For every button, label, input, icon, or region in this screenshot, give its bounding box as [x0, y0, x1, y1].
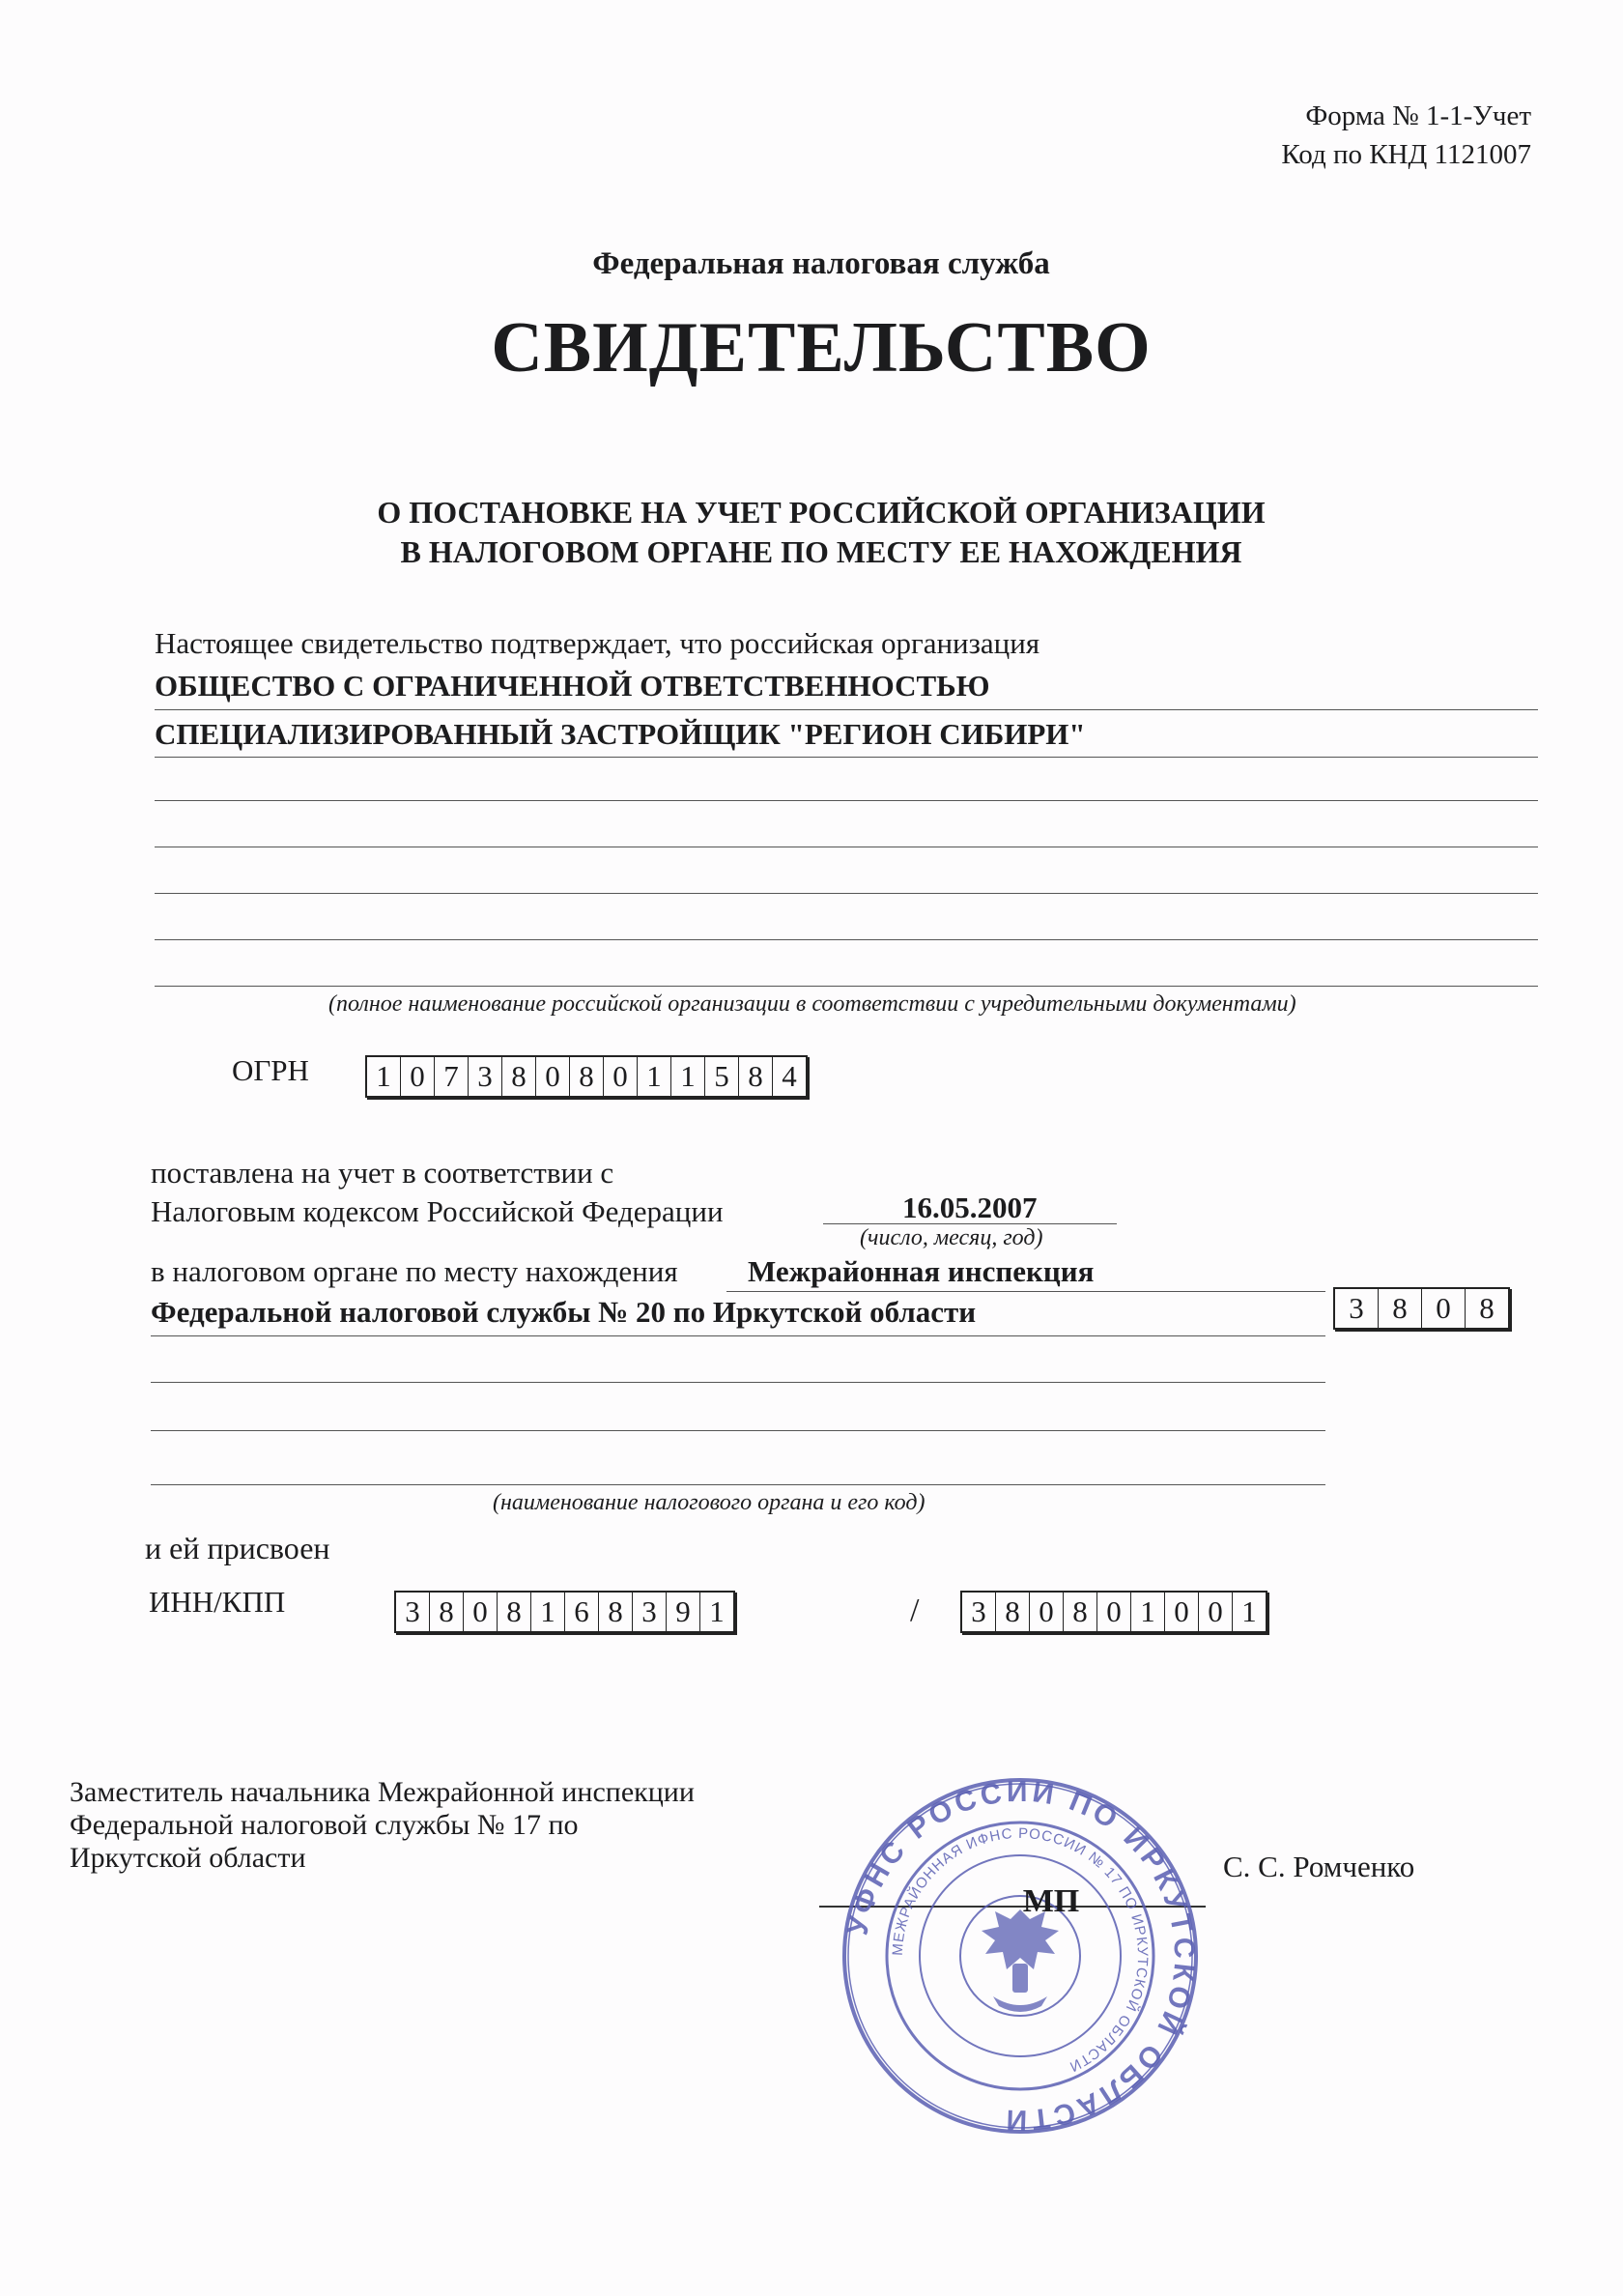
inn-digit-2: 8 — [430, 1593, 464, 1631]
authority-code-digit-3: 0 — [1422, 1289, 1466, 1328]
kpp-digit-8: 0 — [1199, 1593, 1233, 1631]
knd-code: Код по КНД 1121007 — [1281, 139, 1531, 170]
inn-kpp-separator: / — [910, 1593, 920, 1628]
ogrn-digit-13: 4 — [782, 1059, 797, 1093]
org-line-7 — [155, 986, 1538, 987]
authority-line-2: Федеральной налоговой службы № 20 по Иркутской области — [151, 1295, 977, 1329]
kpp-digit-5: 0 — [1097, 1593, 1131, 1631]
ogrn-label: ОГРН — [232, 1053, 309, 1087]
ogrn-digit-6: 0 — [536, 1057, 570, 1096]
agency-name: Федеральная налоговая служба — [592, 246, 1050, 281]
inn-digit-4: 8 — [498, 1593, 531, 1631]
assigned-text: и ей присвоен — [145, 1531, 330, 1565]
kpp-digit-3: 0 — [1030, 1593, 1064, 1631]
kpp-digit-1: 3 — [962, 1593, 996, 1631]
org-line-2 — [155, 757, 1538, 758]
registration-text-3: в налоговом органе по месту нахождения — [151, 1254, 678, 1288]
registration-text-2: Налоговым кодексом Российской Федерации — [151, 1194, 724, 1228]
authority-line-rule-1 — [726, 1291, 1325, 1292]
ogrn-digit-2: 0 — [401, 1057, 435, 1096]
kpp-digit-4: 8 — [1064, 1593, 1097, 1631]
inn-digit-7: 8 — [599, 1593, 633, 1631]
svg-text:УФНС РОССИИ ПО ИРКУТСКОЙ ОБЛАС: УФНС РОССИИ ПО ИРКУТСКОЙ ОБЛАСТИ — [841, 1775, 1201, 2137]
subtitle-line-1: О ПОСТАНОВКЕ НА УЧЕТ РОССИЙСКОЙ ОРГАНИЗАЦИИ — [377, 495, 1266, 530]
authority-line-rule-5 — [151, 1484, 1325, 1485]
position-line-1: Заместитель начальника Межрайонной инспекции — [70, 1776, 695, 1808]
confirm-text: Настоящее свидетельство подтверждает, что российская организация — [155, 626, 1040, 660]
ogrn-digit-11: 5 — [705, 1057, 739, 1096]
inn-digit-8: 3 — [633, 1593, 667, 1631]
org-line-1 — [155, 709, 1538, 710]
ogrn-digit-1: 1 — [367, 1057, 401, 1096]
org-name-line-2: СПЕЦИАЛИЗИРОВАННЫЙ ЗАСТРОЙЩИК "РЕГИОН СИБИРИ" — [155, 717, 1086, 751]
ogrn-digit-5: 8 — [502, 1057, 536, 1096]
kpp-digit-6: 1 — [1131, 1593, 1165, 1631]
authority-line-1: Межрайонная инспекция — [748, 1254, 1095, 1288]
authority-code-digit-2: 8 — [1379, 1289, 1422, 1328]
authority-line-rule-3 — [151, 1382, 1325, 1383]
authority-code-cells — [1333, 1287, 1510, 1330]
signatory-position — [70, 1776, 695, 1875]
inn-digit-5: 1 — [531, 1593, 565, 1631]
subtitle-line-2: В НАЛОГОВОМ ОРГАНЕ ПО МЕСТУ ЕЕ НАХОЖДЕНИЯ — [400, 534, 1242, 569]
inn-digit-1: 3 — [396, 1593, 430, 1631]
ogrn-digit-10: 1 — [671, 1057, 705, 1096]
kpp-cells — [960, 1591, 1267, 1633]
mp-mark: МП — [1022, 1883, 1080, 1919]
signatory-name: С. С. Ромченко — [1223, 1850, 1415, 1883]
ogrn-digit-3: 7 — [435, 1057, 469, 1096]
authority-line-rule-2 — [151, 1335, 1325, 1336]
ogrn-digit-12: 8 — [739, 1057, 773, 1096]
authority-code-digit-1: 3 — [1335, 1289, 1379, 1328]
org-line-3 — [155, 800, 1538, 801]
svg-text:МЕЖРАЙОННАЯ ИФНС РОССИИ № 17 П: МЕЖРАЙОННАЯ ИФНС РОССИИ № 17 ПО ИРКУТСКОЙ ОБЛАСТИ — [889, 1824, 1152, 2076]
ogrn-digit-9: 1 — [638, 1057, 671, 1096]
document-subtitle — [0, 493, 1623, 572]
official-seal — [839, 1774, 1202, 2138]
inn-digit-10: 1 — [709, 1594, 725, 1628]
form-number: Форма № 1-1-Учет — [1305, 100, 1531, 131]
position-line-2: Федеральной налоговой службы № 17 по — [70, 1809, 579, 1841]
registration-text-1: поставлена на учет в соответствии с — [151, 1156, 614, 1190]
ogrn-digit-4: 3 — [469, 1057, 502, 1096]
org-caption: (полное наименование российской организации в соответствии с учредительными документами) — [328, 991, 1296, 1017]
ogrn-cells — [365, 1055, 808, 1098]
inn-digit-9: 9 — [667, 1593, 700, 1631]
document-title: СВИДЕТЕЛЬСТВО — [491, 308, 1152, 387]
inn-digit-6: 6 — [565, 1593, 599, 1631]
date-caption: (число, месяц, год) — [860, 1225, 1043, 1250]
ogrn-digit-7: 8 — [570, 1057, 604, 1096]
date-line — [823, 1223, 1117, 1224]
inn-cells — [394, 1591, 735, 1633]
inn-digit-3: 0 — [464, 1593, 498, 1631]
authority-code-digit-4: 8 — [1479, 1291, 1495, 1325]
kpp-digit-7: 0 — [1165, 1593, 1199, 1631]
registration-date: 16.05.2007 — [902, 1191, 1038, 1224]
org-line-5 — [155, 893, 1538, 894]
ogrn-digit-8: 0 — [604, 1057, 638, 1096]
form-header — [1281, 97, 1531, 174]
authority-line-rule-4 — [151, 1430, 1325, 1431]
inn-kpp-label: ИНН/КПП — [149, 1585, 286, 1619]
authority-caption: (наименование налогового органа и его код) — [493, 1490, 925, 1515]
kpp-digit-9: 1 — [1241, 1594, 1257, 1628]
position-line-3: Иркутской области — [70, 1842, 306, 1874]
kpp-digit-2: 8 — [996, 1593, 1030, 1631]
org-line-6 — [155, 939, 1538, 940]
org-name-line-1: ОБЩЕСТВО С ОГРАНИЧЕННОЙ ОТВЕТСТВЕННОСТЬЮ — [155, 669, 990, 703]
